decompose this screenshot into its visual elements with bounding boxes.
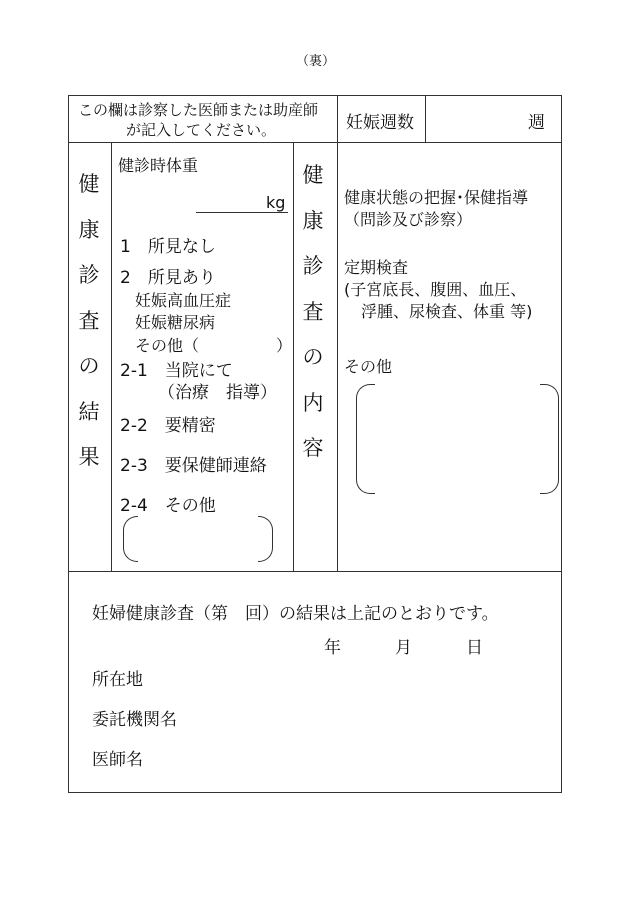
results-title-char: 果	[78, 445, 100, 469]
content-other-label: その他	[344, 357, 393, 376]
content-other-bracket-left	[356, 384, 375, 494]
results-title-divider	[111, 142, 112, 571]
institution-label: 委託機関名	[92, 710, 177, 730]
date-year[interactable]: 年	[324, 638, 341, 658]
finding-other[interactable]: その他（	[135, 336, 200, 355]
weeks-divider	[425, 95, 426, 142]
option-2-1[interactable]: 2-1 当院にて	[120, 361, 233, 381]
option-2-2[interactable]: 2-2 要精密	[120, 416, 216, 436]
date-day[interactable]: 日	[466, 638, 483, 658]
content-title-char: 内	[302, 390, 324, 415]
finding-hypertension[interactable]: 妊娠高血圧症	[135, 291, 232, 310]
content-title-char: 診	[302, 254, 324, 278]
main-column-divider	[337, 95, 338, 571]
content-side-title	[298, 153, 328, 472]
option-2-4[interactable]: 2-4 その他	[120, 496, 216, 516]
weight-fill-line[interactable]	[196, 212, 288, 213]
address-label: 所在地	[92, 670, 143, 690]
content-interview: （問診及び診察）	[344, 210, 473, 229]
header-note-line1: この欄は診察した医師または助産師	[78, 101, 319, 119]
option-findings[interactable]: 2 所見あり	[120, 268, 216, 288]
other-bracket-right	[258, 516, 273, 562]
results-side-title	[74, 162, 104, 481]
option-2-1-detail: （治療 指導）	[158, 383, 277, 403]
page-side-label: （裏）	[296, 54, 336, 69]
header-note-line2: が記入してください。	[126, 121, 277, 139]
results-title-char: 健	[78, 172, 100, 196]
content-health-guidance: 健康状態の把握･保健指導	[344, 188, 529, 207]
weeks-label: 妊娠週数	[346, 113, 414, 133]
results-title-char: 査	[78, 308, 100, 333]
results-title-char: 診	[78, 263, 100, 287]
date-month[interactable]: 月	[395, 638, 412, 658]
weight-label: 健診時体重	[118, 156, 199, 175]
footer-divider	[68, 571, 562, 572]
option-2-3[interactable]: 2-3 要保健師連絡	[120, 456, 267, 476]
content-title-char: の	[302, 345, 324, 369]
checkup-items-line1: (子宮底長、腹囲、血圧、	[344, 280, 527, 299]
other-bracket-left	[123, 516, 138, 562]
results-title-char: 康	[78, 217, 100, 242]
doctor-label: 医師名	[92, 750, 143, 770]
finding-diabetes[interactable]: 妊娠糖尿病	[135, 313, 216, 332]
option-no-findings[interactable]: 1 所見なし	[120, 237, 216, 257]
weeks-unit: 週	[528, 113, 545, 133]
content-title-char: 容	[302, 436, 324, 460]
content-other-bracket-right	[540, 384, 559, 494]
checkup-title: 定期検査	[344, 258, 409, 277]
result-statement: 妊婦健康診査（第 回）の結果は上記のとおりです。	[92, 604, 499, 624]
content-title-char: 査	[302, 299, 324, 324]
weight-unit: kg	[266, 193, 286, 212]
checkup-items-line2: 浮腫、尿検査、体重 等)	[361, 302, 533, 321]
finding-other-close: ）	[276, 336, 293, 355]
results-title-char: の	[78, 354, 100, 378]
content-title-char: 健	[302, 163, 324, 187]
content-title-char: 康	[302, 208, 324, 233]
content-title-divider	[293, 142, 294, 571]
header-divider	[68, 142, 562, 143]
results-title-char: 結	[78, 399, 100, 424]
